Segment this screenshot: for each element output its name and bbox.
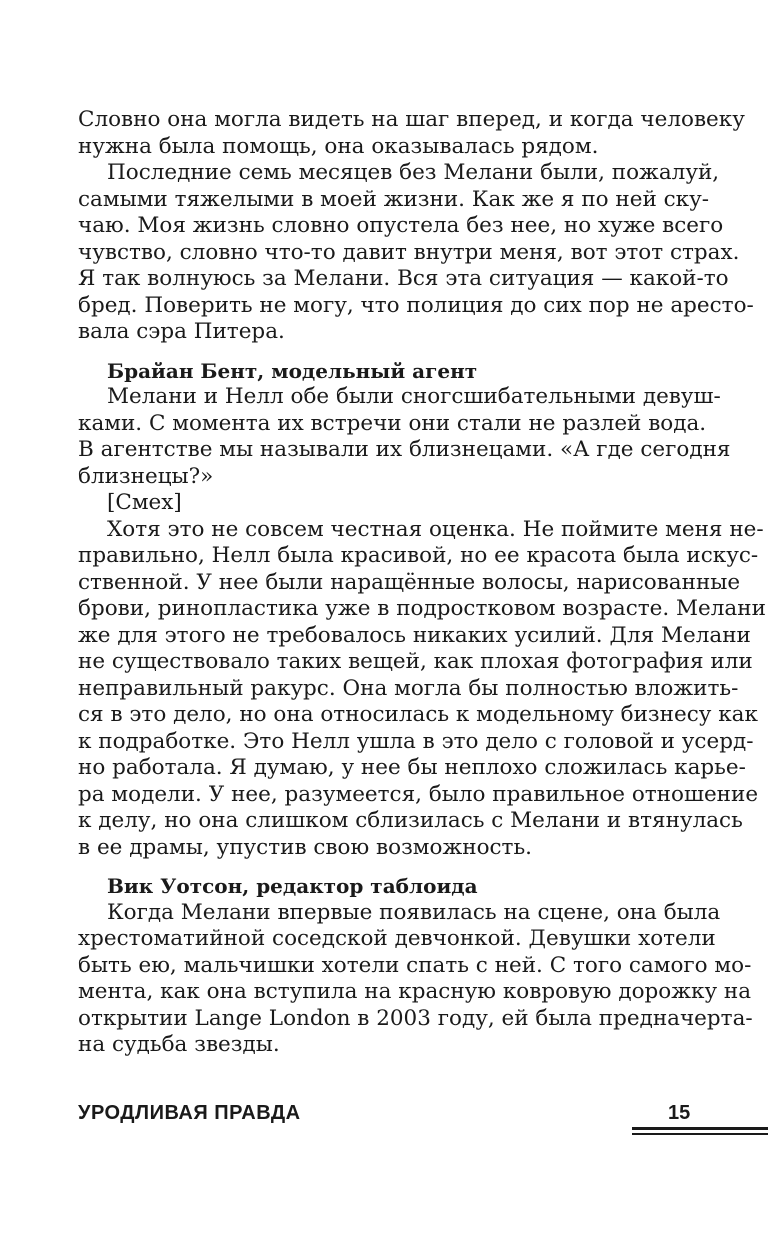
paragraph-line: ра модели. У нее, разумеется, было правильное отношение: [78, 781, 759, 807]
paragraph-line: неправильный ракурс. Она могла бы полностью вложить-: [78, 675, 739, 701]
paragraph-line: мента, как она вступила на красную ковровую дорожку на: [78, 979, 752, 1004]
paragraph-line: но работала. Я думаю, у нее бы неплохо сложилась карье-: [78, 755, 746, 780]
paragraph-line: Хотя это не совсем честная оценка. Не поймите меня не-: [107, 516, 764, 542]
paragraph-line: самыми тяжелыми в моей жизни. Как же я по ней ску-: [78, 186, 710, 212]
paragraph-line: правильно, Нелл была красивой, но ее красота была искус-: [78, 543, 759, 568]
paragraph-line: Я так волнуюсь за Мелани. Вся эта ситуация — какой-то: [78, 266, 729, 291]
paragraph-line: Когда Мелани впервые появилась на сцене, она была: [107, 899, 721, 925]
paragraph-line: бред. Поверить не могу, что полиция до сих пор не аресто-: [78, 292, 754, 318]
paragraph-line: ся в это дело, но она относилась к модельному бизнесу как: [78, 702, 758, 727]
section-heading: Брайан Бент, модельный агент: [107, 358, 478, 383]
paragraph-line: чаю. Моя жизнь словно опустела без нее, но хуже всего: [78, 213, 724, 238]
paragraph-line: не существовало таких вещей, как плохая фотография или: [78, 649, 753, 674]
paragraph-line: на судьба звезды.: [78, 1032, 280, 1057]
paragraph-line: Последние семь месяцев без Мелани были, пожалуй,: [107, 160, 720, 185]
paragraph-line: в ее драмы, упустив свою возможность.: [78, 834, 532, 860]
section-heading: Вик Уотсон, редактор таблоида: [107, 874, 478, 898]
page-body: [78, 107, 766, 1059]
paragraph-line: [Смех]: [107, 490, 182, 515]
paragraph-line: Мелани и Нелл обе были сногсшибательными девуш-: [107, 384, 721, 409]
paragraph-line: В агентстве мы называли их близнецами. «А где сегодня: [78, 437, 731, 462]
paragraph-line: к подработке. Это Нелл ушла в это дело с головой и усерд-: [78, 728, 754, 754]
paragraph-line: же для этого не требовалось никаких усилий. Для Мелани: [78, 622, 751, 648]
paragraph-line: вала сэра Питера.: [78, 319, 285, 344]
paragraph-line: Словно она могла видеть на шаг вперед, и когда человеку: [78, 107, 745, 132]
paragraph-line: открытии Lange London в 2003 году, ей была предначерта-: [78, 1005, 753, 1031]
paragraph-line: брови, ринопластика уже в подростковом возрасте. Мелани: [78, 596, 766, 621]
running-footer-title: УРОДЛИВАЯ ПРАВДА: [78, 1102, 301, 1124]
paragraph-line: к делу, но она слишком сблизилась с Мелани и втянулась: [78, 808, 743, 833]
paragraph-line: быть ею, мальчишки хотели спать с ней. С того самого мо-: [78, 952, 752, 978]
paragraph-line: нужна была помощь, она оказывалась рядом.: [78, 133, 599, 159]
page-number: 15: [668, 1102, 691, 1124]
paragraph-line: хрестоматийной соседской девчонкой. Девушки хотели: [78, 926, 716, 951]
paragraph-line: ками. С момента их встречи они стали не разлей вода.: [78, 410, 707, 436]
paragraph-line: ственной. У нее были наращённые волосы, нарисованные: [78, 569, 741, 595]
paragraph-line: близнецы?»: [78, 463, 214, 489]
paragraph-line: чувство, словно что-то давит внутри меня, вот этот страх.: [78, 239, 740, 265]
footer-rule-thin: [632, 1133, 768, 1135]
footer-rule-thick: [632, 1127, 768, 1130]
